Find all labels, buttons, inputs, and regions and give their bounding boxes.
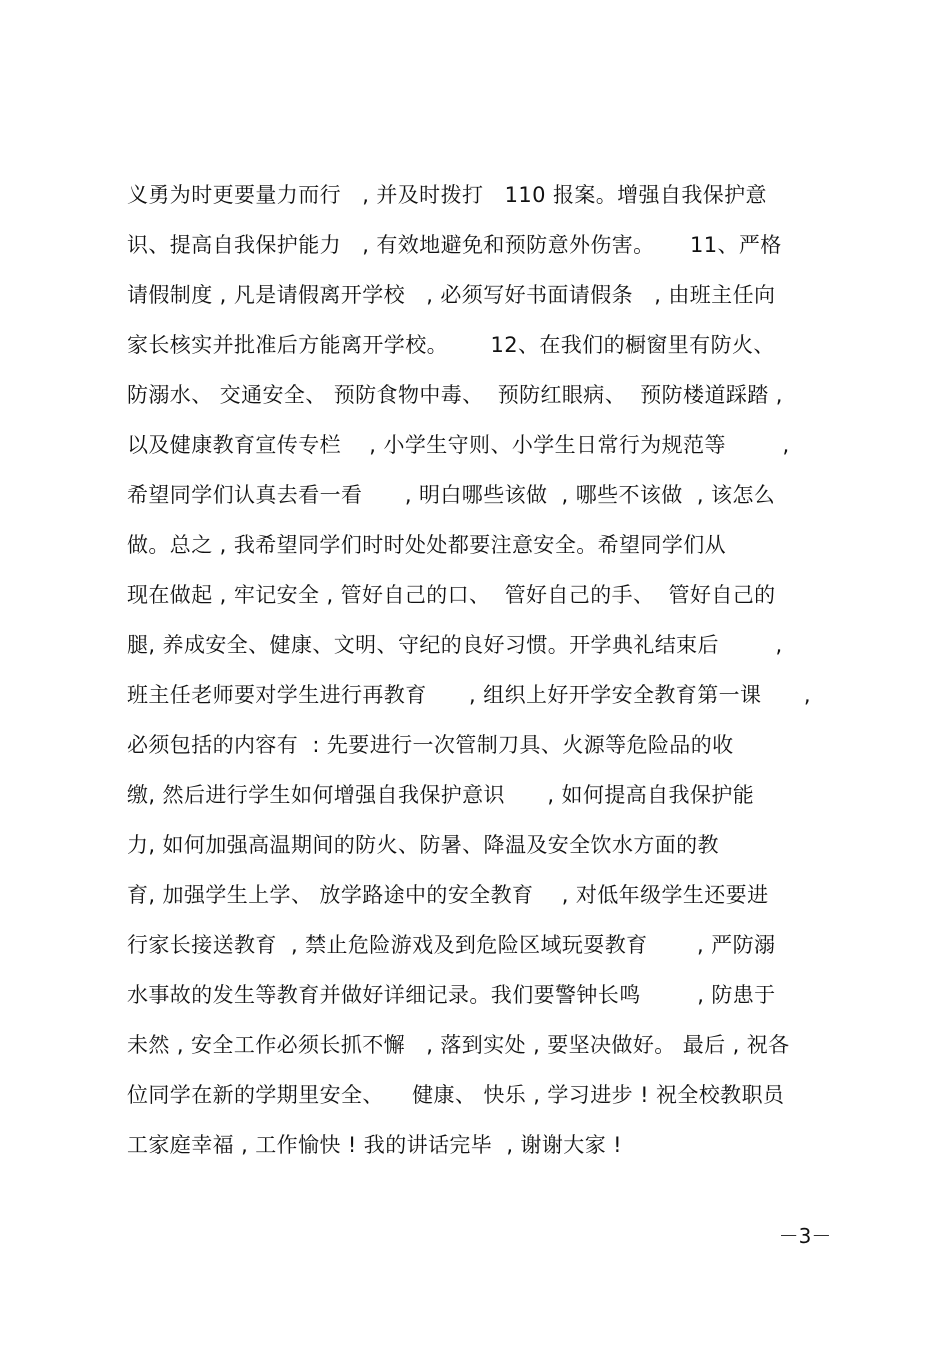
text-line: 腿, 养成安全、健康、文明、守纪的良好习惯。开学典礼结束后 , [127, 633, 783, 657]
text-line: 力, 如何加强高温期间的防火、防暑、降温及安全饮水方面的教 [127, 833, 719, 857]
text-line: 义勇为时更要量力而行 , 并及时拨打 110 报案。增强自我保护意 [127, 183, 767, 207]
page-number: －3－ [778, 1224, 832, 1248]
text-line: 位同学在新的学期里安全、 健康、 快乐 , 学习进步 ! 祝全校教职员 [127, 1083, 785, 1107]
text-line: 以及健康教育宣传专栏 , 小学生守则、小学生日常行为规范等 , [127, 433, 790, 457]
text-line: 育, 加强学生上学、 放学路途中的安全教育 , 对低年级学生还要进 [127, 883, 769, 907]
text-line: 行家长接送教育 , 禁止危险游戏及到危险区域玩耍教育 , 严防溺 [127, 933, 776, 957]
text-line: 现在做起 , 牢记安全 , 管好自己的口、 管好自己的手、 管好自己的 [127, 583, 776, 607]
text-line: 希望同学们认真去看一看 , 明白哪些该做 , 哪些不该做 , 该怎么 [127, 483, 776, 507]
text-line: 水事故的发生等教育并做好详细记录。我们要警钟长鸣 , 防患于 [127, 983, 776, 1007]
text-line: 工家庭幸福 , 工作愉快 ! 我的讲话完毕 , 谢谢大家 ! [127, 1133, 622, 1157]
text-line: 未然 , 安全工作必须长抓不懈 , 落到实处 , 要坚决做好。 最后 , 祝各 [127, 1033, 790, 1057]
text-line: 班主任老师要对学生进行再教育 , 组织上好开学安全教育第一课 , [127, 683, 811, 707]
text-line: 防溺水、 交通安全、 预防食物中毒、 预防红眼病、 预防楼道踩踏 , [127, 383, 783, 407]
text-line: 识、提高自我保护能力 , 有效地避免和预防意外伤害。 11、严格 [127, 233, 782, 257]
text-line: 做。总之 , 我希望同学们时时处处都要注意安全。希望同学们从 [127, 533, 727, 557]
body-text [127, 175, 847, 1175]
text-line: 请假制度 , 凡是请假离开学校 , 必须写好书面请假条 , 由班主任向 [127, 283, 776, 307]
text-line: 必须包括的内容有 : 先要进行一次管制刀具、火源等危险品的收 [127, 733, 734, 757]
text-line: 缴, 然后进行学生如何增强自我保护意识 , 如何提高自我保护能 [127, 783, 755, 807]
text-line: 家长核实并批准后方能离开学校。 12、在我们的橱窗里有防火、 [127, 333, 775, 357]
